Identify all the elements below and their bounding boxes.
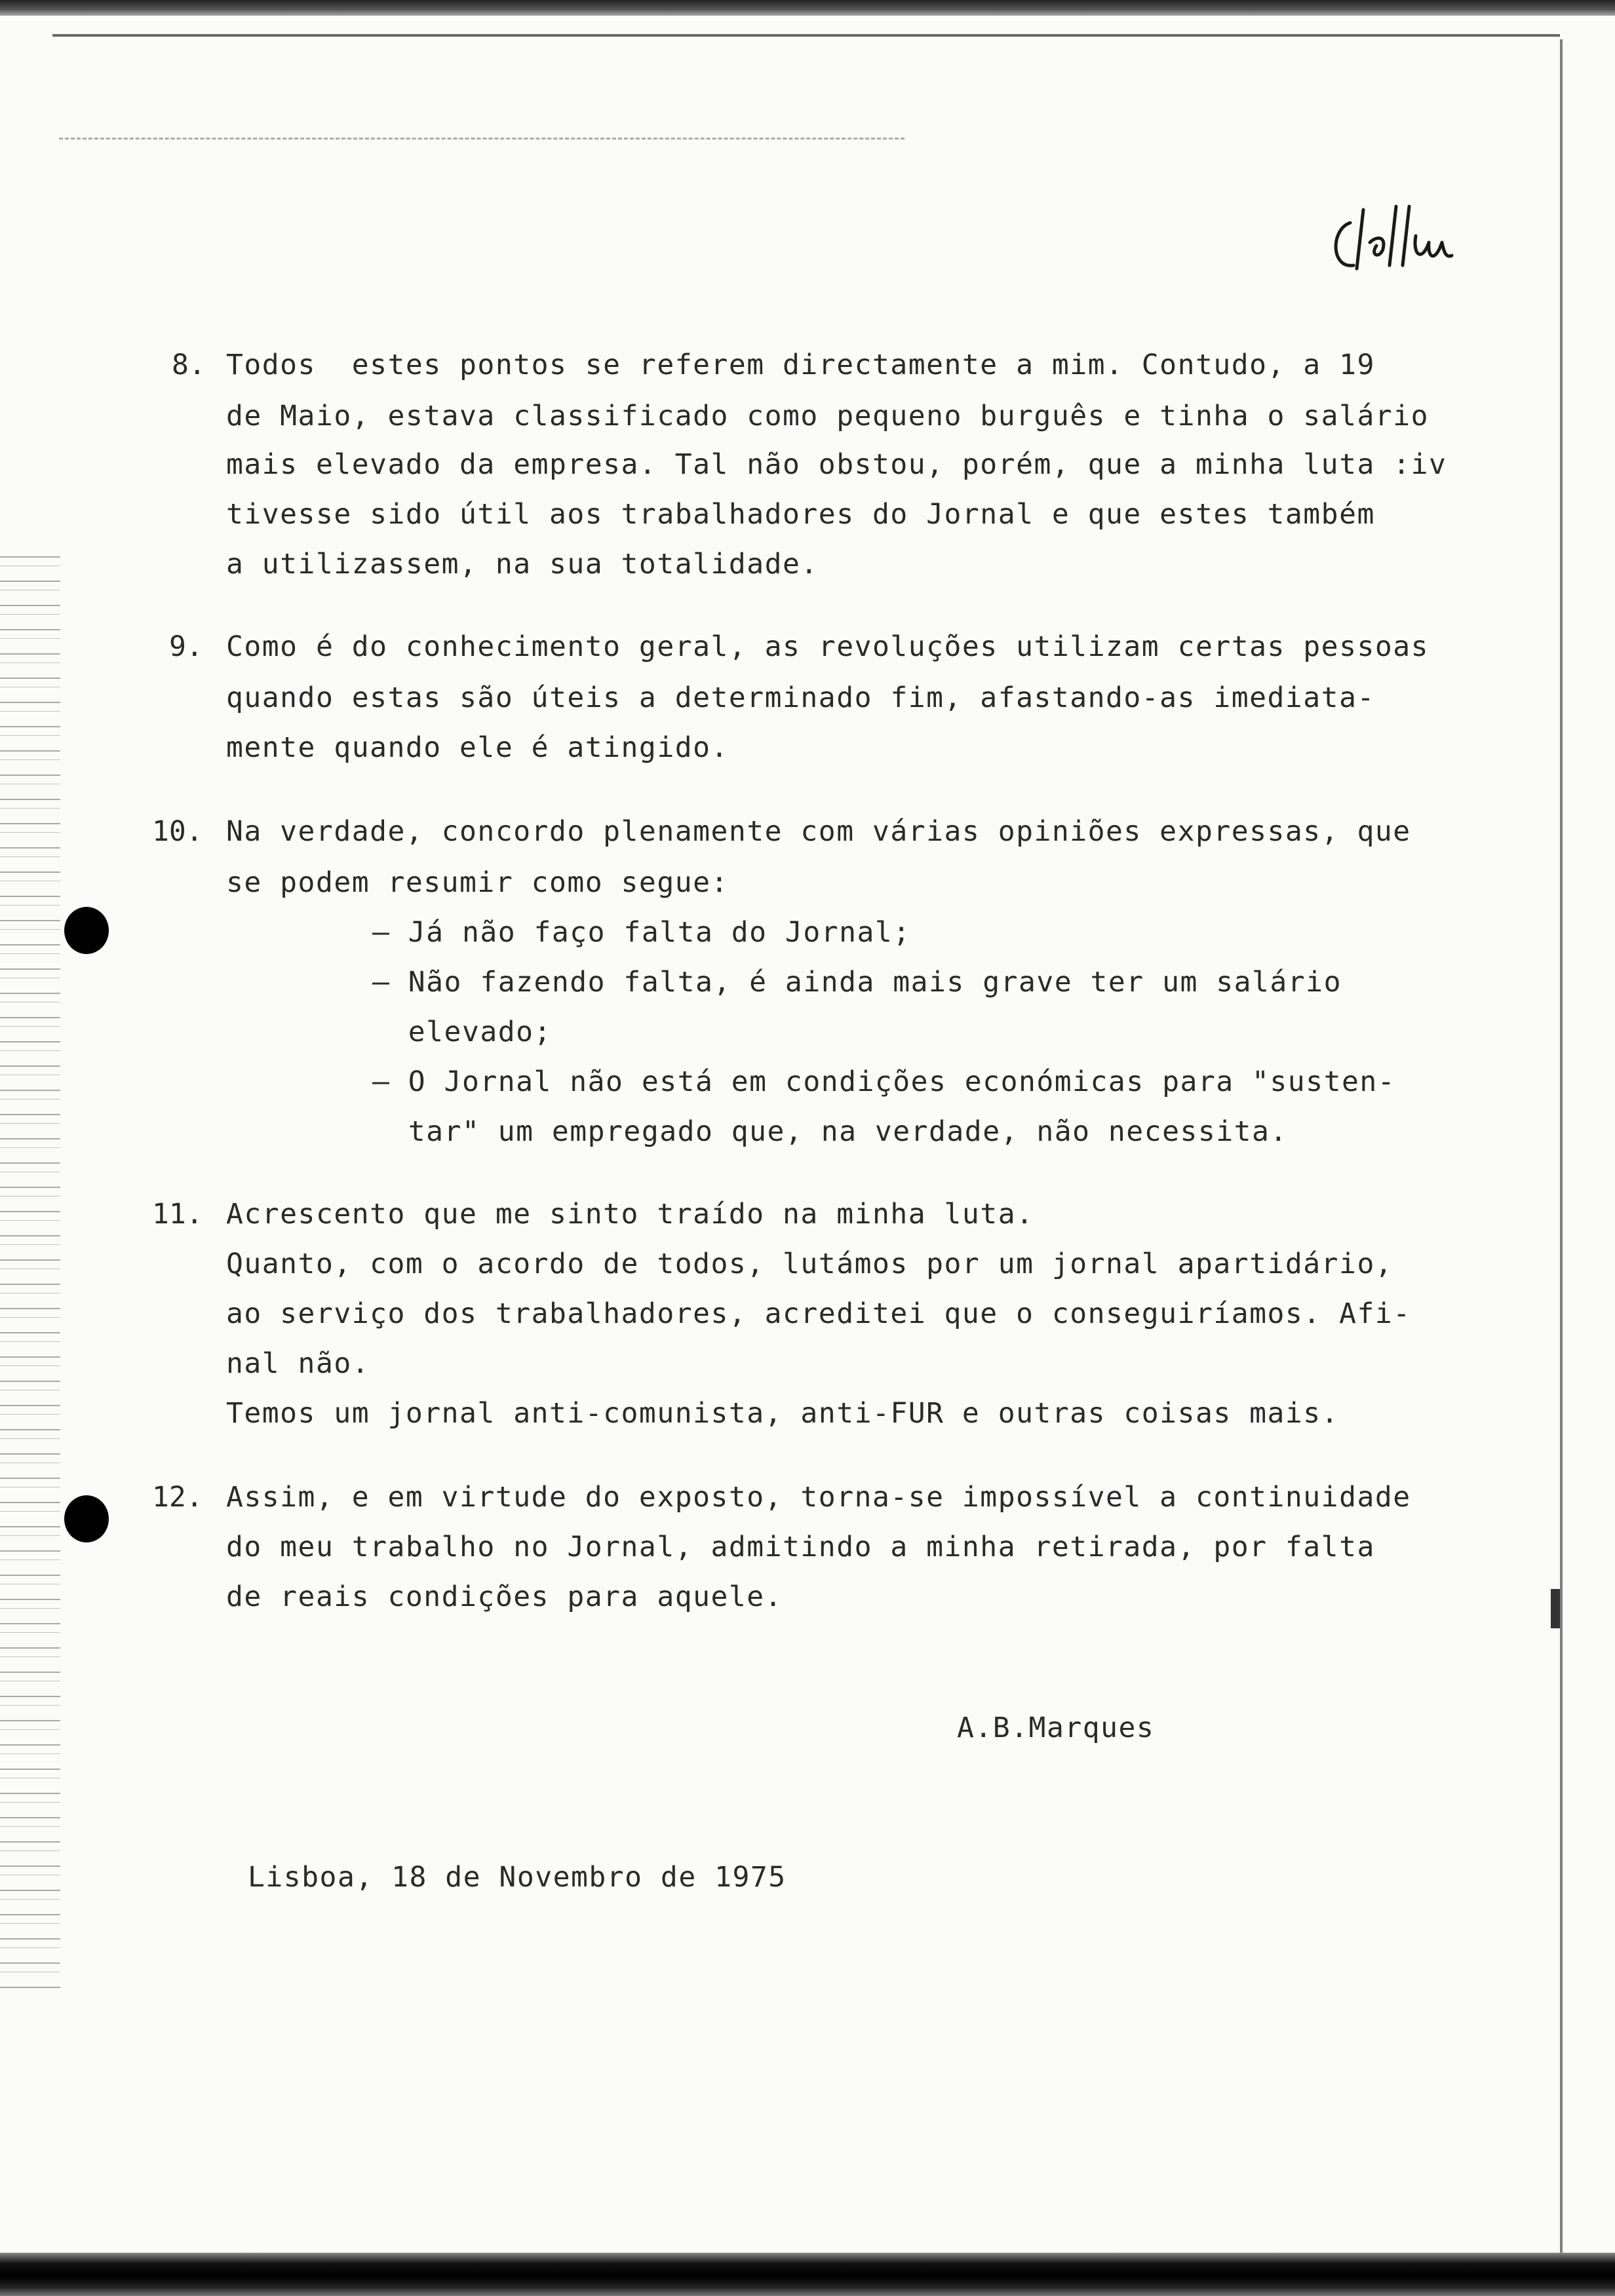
scan-bottom-border [0,2253,1615,2296]
punch-hole-bottom [64,1495,109,1542]
paragraph-line: Temos um jornal anti-comunista, anti-FUR e outras coisas mais. [226,1397,1340,1430]
paragraph-number: 9. [169,630,203,663]
paragraph-line: Assim, e em virtude do exposto, torna-se impossível a continuidade [226,1481,1411,1514]
paragraph-line: a utilizassem, na sua totalidade. [226,548,819,581]
paragraph-line: Na verdade, concordo plenamente com várias opiniões expressas, que [226,815,1411,848]
paragraph-line: quando estas são úteis a determinado fim, afastando-as imediata- [226,681,1375,714]
paragraph-line: do meu trabalho no Jornal, admitindo a minha retirada, por falta [226,1531,1375,1563]
paragraph-line: ao serviço dos trabalhadores, acreditei que o conseguiríamos. Afi- [226,1297,1411,1330]
paragraph-line: nal não. [226,1347,370,1380]
handwritten-initials [1324,197,1468,282]
scan-right-mark [1551,1589,1560,1628]
bullet-item: elevado; [372,1016,552,1048]
bullet-item: – O Jornal não está em condições económicas para "susten- [372,1065,1396,1098]
paragraph-line: Todos estes pontos se referem directamente a mim. Contudo, a 19 [226,349,1375,381]
paragraph-line: mais elevado da empresa. Tal não obstou, porém, que a minha luta :iv [226,448,1447,481]
scan-left-edge-noise [0,550,60,1992]
paragraph-number: 8. [172,349,206,381]
place-date: Lisboa, 18 de Novembro de 1975 [248,1861,787,1894]
paragraph-line: de Maio, estava classificado como pequeno burguês e tinha o salário [226,400,1430,432]
bullet-item: – Já não faço falta do Jornal; [372,916,911,949]
bullet-item: – Não fazendo falta, é ainda mais grave ter um salário [372,966,1342,999]
bullet-item: tar" um empregado que, na verdade, não necessita. [372,1115,1288,1148]
paragraph-number: 10. [152,815,203,848]
paragraph-line: tivesse sido útil aos trabalhadores do Jornal e que estes também [226,498,1375,531]
paragraph-line: Como é do conhecimento geral, as revoluções utilizam certas pessoas [226,630,1430,663]
paragraph-line: se podem resumir como segue: [226,866,729,899]
scan-top-rule [52,34,1560,37]
paragraph-number: 11. [152,1198,203,1231]
scan-top-border [0,0,1615,16]
paragraph-line: de reais condições para aquele. [226,1580,783,1613]
scan-right-edge [1560,39,1563,2261]
punch-hole-top [64,907,109,954]
signature: A.B.Marques [957,1712,1155,1744]
paragraph-number: 12. [152,1481,203,1514]
scan-dashed-rule [59,138,905,140]
paragraph-line: Acrescento que me sinto traído na minha luta. [226,1198,1034,1231]
paragraph-line: mente quando ele é atingido. [226,731,729,764]
paragraph-line: Quanto, com o acordo de todos, lutámos por um jornal apartidário, [226,1248,1393,1280]
